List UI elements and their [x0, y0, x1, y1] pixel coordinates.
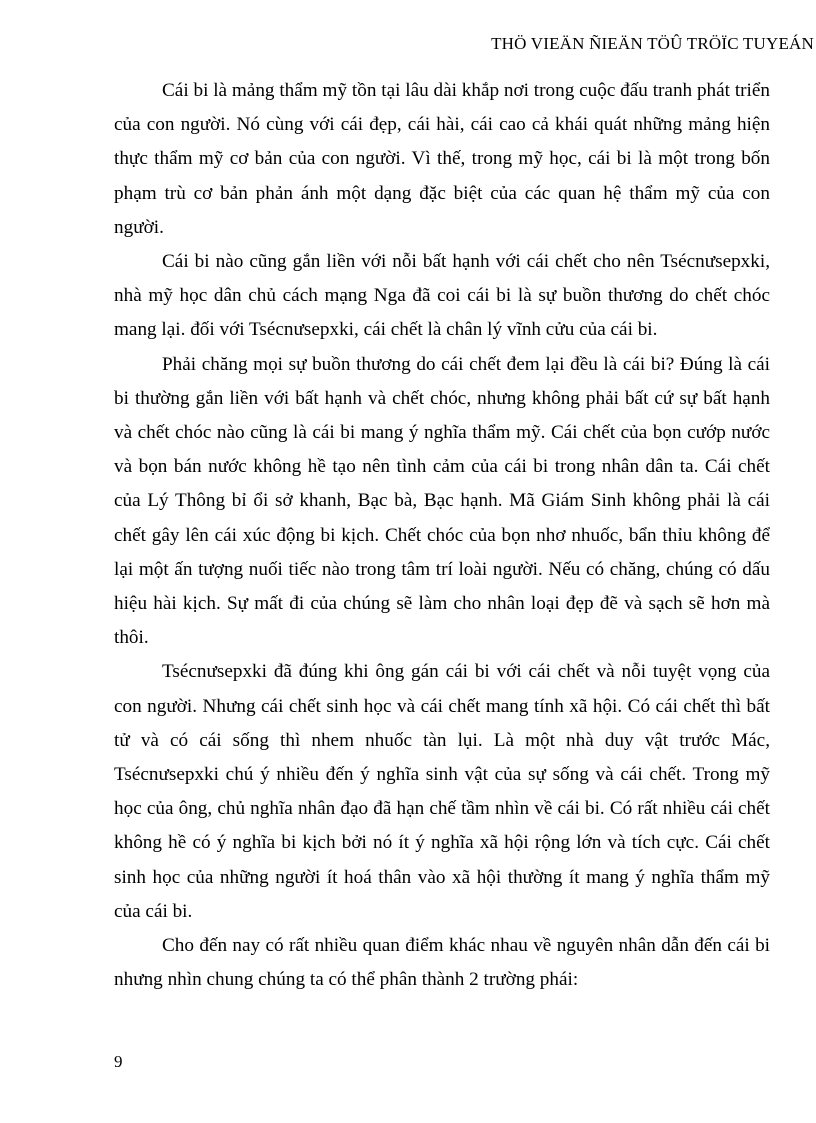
paragraph: Phải chăng mọi sự buồn thương do cái chết đem lại đều là cái bi? Đúng là cái bi thường gắn liền với bất hạnh và chết chóc, nhưng không phải bất cứ sự bất hạnh và chết chóc nào cũng là cái bi mang ý nghĩa thẩm mỹ. Cái chết của bọn cướp nước và bọn bán nước không hề tạo nên tình cảm của cái bi trong nhân dân ta. Cái chết của Lý Thông bỉ ổi sở khanh, Bạc bà, Bạc hạnh. Mã Giám Sinh không phải là cái chết gây lên cái xúc động bi kịch. Chết chóc của bọn nhơ nhuốc, bẩn thỉu không để lại một ấn tượng nuối tiếc nào trong tâm trí loài người. Nếu có chăng, chúng có dấu hiệu hài kịch. Sự mất đi của chúng sẽ làm cho nhân loại đẹp đẽ và sạch sẽ hơn mà thôi. [114, 353, 770, 649]
paragraph: Cho đến nay có rất nhiều quan điểm khác nhau về nguyên nhân dẫn đến cái bi nhưng nhìn chung chúng ta có thể phân thành 2 trường phái: [114, 935, 770, 991]
running-header: THÖ VIEÄN ÑIEÄN TÖÛ TRÖÏC TUYEÁN [491, 34, 814, 53]
paragraph: Cái bi là mảng thẩm mỹ tồn tại lâu dài khắp nơi trong cuộc đấu tranh phát triển của con người. Nó cùng với cái đẹp, cái hài, cái cao cả khái quát những mảng hiện thực thẩm mỹ cơ bản của con người. Vì thế, trong mỹ học, cái bi là một trong bốn phạm trù cơ bản phản ánh một dạng đặc biệt của các quan hệ thẩm mỹ của con người. [114, 80, 770, 238]
body-text [114, 74, 770, 997]
paragraph: Tsécnưsepxki đã đúng khi ông gán cái bi với cái chết và nỗi tuyệt vọng của con người. Nhưng cái chết sinh học và cái chết mang tính xã hội. Có cái chết thì bất tử và có cái sống thì nhem nhuốc tàn lụi. Là một nhà duy vật trước Mác, Tsécnưsepxki chú ý nhiều đến ý nghĩa sinh vật của sự sống và cái chết. Trong mỹ học của ông, chủ nghĩa nhân đạo đã hạn chế tầm nhìn về cái bi. Có rất nhiều cái chết không hề có ý nghĩa bi kịch bởi nó ít ý nghĩa xã hội rộng lớn và tích cực. Cái chết sinh học của những người ít hoá thân vào xã hội thường ít mang ý nghĩa thẩm mỹ của cái bi. [114, 661, 770, 922]
paragraph: Cái bi nào cũng gắn liền với nỗi bất hạnh với cái chết cho nên Tsécnưsepxki, nhà mỹ học dân chủ cách mạng Nga đã coi cái bi là sự buồn thương do chết chóc mang lại. đối với Tsécnưsepxki, cái chết là chân lý vĩnh cửu của cái bi. [114, 251, 770, 341]
page-number: 9 [114, 1052, 123, 1071]
